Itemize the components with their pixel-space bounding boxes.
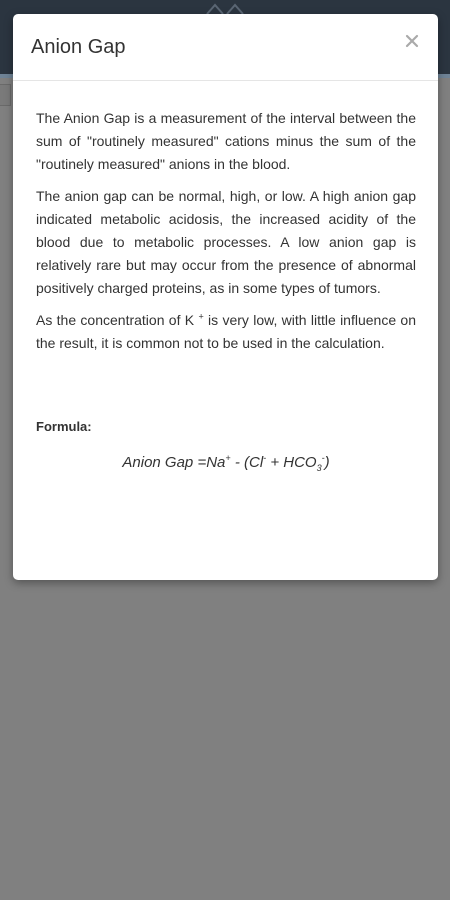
dialog-body [13, 81, 438, 474]
anion-gap-levels-paragraph: The anion gap can be normal, high, or low. A high anion gap indicated metabolic acidosis, the increased acidity of the blood due to metabolic processes. A low anion gap is relatively rare but may occur from the presence of abnormal positively charged proteins, as in some types of tumors. [36, 188, 416, 296]
formula-chloride: - (Cl [230, 454, 264, 471]
intro-paragraph: The Anion Gap is a measurement of the interval between the sum of "routinely measured" cations minus the sum of the "routinely measured" anions in the blood. [36, 110, 416, 172]
formula-lhs: Anion Gap =Na [122, 454, 226, 471]
formula-expression [36, 452, 416, 474]
potassium-charge: + [198, 311, 204, 322]
chloride-charge: - [263, 453, 267, 463]
anion-gap-dialog [13, 14, 438, 580]
dialog-title: Anion Gap [31, 36, 126, 58]
input-field [0, 84, 11, 106]
formula-bicarbonate: + HCO [266, 454, 317, 471]
bicarbonate-charge: - [321, 453, 325, 463]
formula-close: ) [324, 454, 330, 471]
dialog-header [13, 14, 438, 81]
sodium-charge: + [225, 453, 231, 463]
close-button[interactable] [403, 32, 421, 50]
close-icon [403, 32, 421, 50]
potassium-note-paragraph [36, 309, 416, 355]
formula-label: Formula: [36, 419, 92, 434]
bicarbonate-subscript: 3 [316, 463, 322, 473]
potassium-note-end: is very low, with little influence on the result, it is common not to be used in the calculation. [36, 312, 416, 351]
potassium-note-start: As the concentration of K [36, 312, 195, 328]
